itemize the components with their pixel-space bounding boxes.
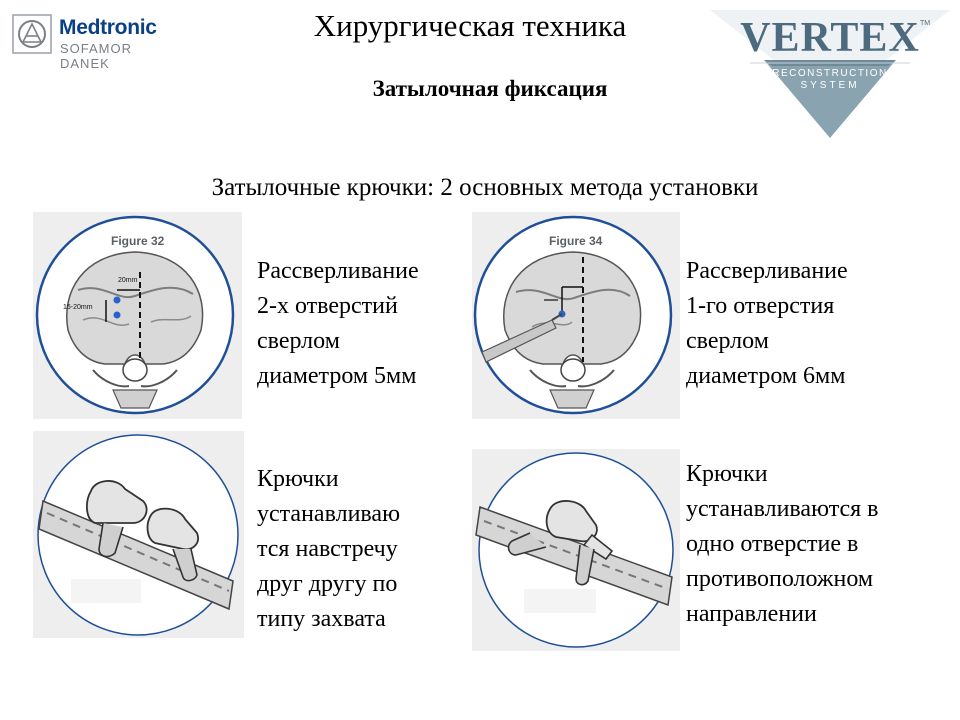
hooks-opposing-panel (33, 431, 244, 638)
hooks-same-hole-illustration (472, 449, 680, 651)
description-two-holes (257, 254, 419, 394)
hooks-same-hole-panel (472, 449, 680, 651)
section-heading: Затылочные крючки: 2 основных метода установки (211, 174, 759, 201)
medtronic-mark-icon (12, 14, 52, 54)
description-line: Рассверливание (257, 258, 419, 284)
hooks-opposing-illustration (33, 431, 244, 638)
description-line: диаметром 6мм (686, 363, 846, 389)
figure-34-panel (472, 212, 680, 419)
description-line: 1-го отверстия (686, 293, 835, 319)
medtronic-subtitle: SOFAMOR DANEK (60, 41, 133, 71)
description-hooks-opposing (257, 462, 400, 637)
description-line: направлении (686, 601, 817, 627)
description-line: одно отверстие в (686, 531, 859, 557)
description-line: Рассверливание (686, 258, 848, 284)
slide-subtitle: Затылочная фиксация (372, 76, 608, 101)
description-line: друг другу по (257, 571, 398, 597)
description-hooks-same-hole (686, 457, 879, 632)
figure-32-dimension-15-20mm: 15-20mm (63, 304, 93, 311)
medtronic-brand: Medtronic (59, 16, 157, 39)
figure-32-dimension-20mm: 20mm (118, 277, 138, 284)
vertex-trademark: TM (920, 20, 931, 27)
vertex-wordmark: VERTEX (740, 15, 920, 61)
description-line: диаметром 5мм (257, 363, 417, 389)
slide-title: Хирургическая техника (313, 8, 627, 43)
figure-32-panel (33, 212, 242, 419)
description-line: противоположном (686, 566, 874, 592)
vertex-logo (702, 8, 958, 148)
description-line: устанавливаются в (686, 496, 879, 522)
vertex-tagline-1: RECONSTRUCTION (772, 68, 888, 79)
description-line: сверлом (257, 328, 340, 354)
medtronic-logo (12, 14, 182, 71)
description-line: Крючки (686, 461, 768, 487)
description-one-hole (686, 254, 848, 394)
figure-32-label: Figure 32 (111, 234, 165, 248)
description-line: Крючки (257, 466, 339, 492)
figure-34-label: Figure 34 (549, 234, 603, 248)
vertex-tagline-2: SYSTEM (800, 80, 860, 91)
description-line: сверлом (686, 328, 769, 354)
description-line: 2-х отверстий (257, 293, 398, 319)
description-line: тся навстречу (257, 536, 398, 562)
description-line: устанавливаю (257, 501, 401, 527)
description-line: типу захвата (257, 606, 386, 632)
